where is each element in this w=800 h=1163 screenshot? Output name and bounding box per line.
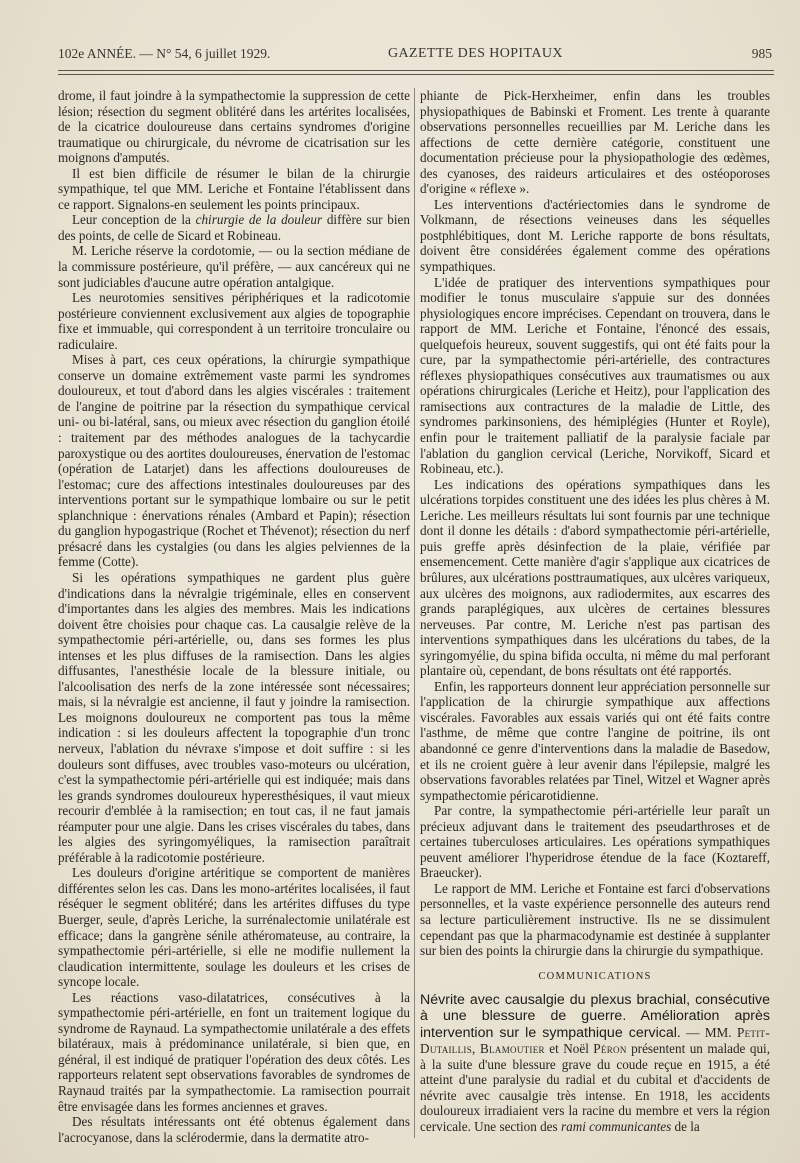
text-run: diffère sur bien des points, de celle de Sicard et Robineau.: [58, 212, 410, 243]
author-name: Petit-Dutaillis,: [420, 1024, 771, 1057]
paragraph: Les neurotomies sensitives périphériques et la radicotomie postérieure conviennent exclusivement aux algies de topographie fixe et immuable, qui correspondent à un territoire tronculaire ou radiculaire.: [58, 290, 410, 352]
paragraph: M. Leriche réserve la cordotomie, — ou la section médiane de la commissure postérieure, qu'il préfère, — aux cancéreux qui ne sont judiciables d'aucune autre opération antalgique.: [58, 243, 410, 290]
text-run: de la: [671, 1118, 700, 1134]
issue-info: 102e ANNÉE. — N° 54, 6 juillet 1929.: [58, 46, 271, 61]
paragraph: L'idée de pratiquer des interventions sympathiques pour modifier le tonus musculaire s'appuie sur des données physiologiques encore imprécises. Cependant on trouvera, dans le rapport de MM. Leriche et Fontaine, l'énoncé des essais, quelquefois heureux, souvent suggestifs, qui ont été faits pour la cure, par la sympathectomie péri-artérielle, des contractures réflexes physiopathiques consécutives aux traumatismes ou aux opérations chirurgicales (Leriche et Heitz), pour l'application des ramisections aux contractures de la maladie de Little, des syndromes parkinsoniens, des hémiplégies (Hunter et Royle), enfin pour le traitement palliatif de la paralysie faciale par l'ablation du ganglion cervical (Leriche, Norvikoff, Sicard et Robineau, etc.).: [420, 274, 770, 477]
paragraph: Les douleurs d'origine artéritique se comportent de manières différentes selon les cas. Dans les mono-artérites localisées, il faut réséquer le segment oblitéré; dans les artérites diffuses du type Buerger, seule, d'après Leriche, la surrénalectomie unilatérale est efficace; dans la gangrène sénile athéromateuse, au contraire, la sympathectomie péri-artérielle, si elle ne modifie nullement la claudication intermittente, soulage les douleurs et les crises de syncope locale.: [58, 865, 410, 990]
paragraph: Les indications des opérations sympathiques dans les ulcérations torpides constituent une des idées les plus chères à M. Leriche. Les meilleurs résultats lui sont fournis par une technique dont il donne les détails : d'abord sympathectomie péri-artérielle, puis greffe après désinfection de la plaie, vérifiée par ensemencement. Cette manière d'agir s'applique aux cicatrices de brûlures, aux ulcérations posttraumatiques, aux ulcères variqueux, aux ulcères des moignons, aux radiodermites, aux escarres des grands paraplégiques, aux ulcères de certaines blessures nerveuses. Par contre, M. Leriche n'est pas partisan des interventions sympathiques dans les ulcérations du tabes, de la syringomyélie, du spina bifida occulta, ni même du mal perforant plantaire où, cependant, de bons résultats ont été rapportés.: [420, 476, 770, 679]
author-name: Blamoutier: [480, 1041, 545, 1057]
text-run: — MM.: [680, 1024, 737, 1040]
paragraph: Il est bien difficile de résumer le bilan de la chirurgie sympathique, tel que MM. Leriche et Fontaine l'établissent dans ce rapport. Signalons-en seulement les points principaux.: [58, 165, 410, 212]
header-double-rule: [58, 70, 774, 75]
paragraph: drome, il faut joindre à la sympathectomie la suppression de cette lésion; résection du segment oblitéré dans les artérites localisées, de la cicatrice douloureuse dans certains syndromes d'origine traumatique ou chirurgicale, du névrome de cicatrisation sur les moignons d'amputés.: [58, 88, 410, 166]
paragraph: phiante de Pick-Herxheimer, enfin dans les troubles physiopathiques de Babinski et Froment. Les trente à quarante observations personnelles recueillies par M. Leriche dans les affections de cette dernière catégorie, constituent une documentation précieuse pour la physiopathologie des œdèmes, des cyanoses, des raideurs articulaires et des ostéoporoses d'origine « réflexe ».: [420, 88, 770, 197]
paragraph: Enfin, les rapporteurs donnent leur appréciation personnelle sur l'application de la chirurgie sympathique aux affections viscérales. Favorables aux essais variés qui ont été faits contre l'asthme, de même que contre l'angine de poitrine, ils ont abandonné ce genre d'interventions dans la maladie de Basedow, et ils ne croient guère à leur avenir dans l'épilepsie, malgré les observations favorables relatées par Tinel, Witzel et Wagner après sympathectomie péricarotidienne.: [420, 678, 770, 803]
article-paragraph: [420, 992, 770, 1134]
paragraph: [58, 212, 410, 243]
page-number: 985: [751, 46, 772, 61]
paragraph: Les réactions vaso-dilatatrices, consécutives à la sympathectomie péri-artérielle, en font un traitement logique du syndrome de Raynaud. La sympathectomie unilatérale a des effets bilatéraux, mais à prédominance unilatérale, si bien que, en général, il est indiqué de pratiquer l'opération des deux côtés. Les rapporteurs relatent sept observations favorables de syndromes de Raynaud traités par la sympathectomie. La ramisection pourrait être envisagée dans les formes anciennes et graves.: [58, 989, 410, 1114]
paragraph: Si les opérations sympathiques ne gardent plus guère d'indications dans la névralgie trigéminale, elles en conservent d'importantes dans les algies des membres. Mais les indications doivent être choisies pour chaque cas. La causalgie relève de la sympathectomie péri-artérielle, ou, dans ses formes les plus intenses et les plus diffuses de la ramisection. Dans les algies diffusantes, l'anesthésie locale de la blessure initiale, ou l'alcoolisation des nerfs de la zone intéressée sont nécessaires; mais, si la névralgie est ancienne, il faut y joindre la ramisection. Les moignons douloureux ne comportent pas tous la même indication : si les douleurs affectent la topographie d'un tronc nerveux, l'ablation du névraxe s'impose et doit suffire : si les douleurs sont diffuses, avec troubles vaso-moteurs ou ulcération, c'est la sympathectomie péri-artérielle qui est indiquée; mais dans les grands syndromes douloureux hyperesthésiques, il vaut mieux recourir d'emblée à la ramisection; en tout cas, il ne faut jamais réamputer pour une algie. Dans les crises viscérales du tabes, dans les algies des syringomyéliques, la ramisection paraîtrait préférable à la radicotomie postérieure.: [58, 569, 410, 865]
newspaper-title: GAZETTE DES HOPITAUX: [388, 46, 563, 61]
text-run: et Noël: [544, 1041, 594, 1057]
text-run: Leur conception de la: [72, 212, 196, 228]
paragraph: Les interventions d'actériectomies dans le syndrome de Volkmann, de résections veineuses dans les séquelles postphlébitiques, dont M. Leriche rapporte de bons résultats, doivent être considérées également comme des opérations sympathiques.: [420, 196, 770, 275]
column-divider: [414, 88, 415, 1138]
section-heading: COMMUNICATIONS: [538, 970, 652, 982]
article-title: Névrite avec causalgie du plexus brachial, consécutive à une blessure de guerre. Amélioration après intervention sur le sympathique cervical.: [420, 992, 770, 1041]
right-column: [420, 88, 770, 1134]
page-header: [58, 46, 772, 66]
left-column: [58, 88, 410, 1145]
italic-text: rami communicantes: [560, 1118, 672, 1134]
italic-text: chirurgie de la douleur: [195, 212, 323, 228]
paragraph: Le rapport de MM. Leriche et Fontaine est farci d'observations personnelles, et la vaste expérience personnelle des auteurs rend sa lecture particulièrement instructive. Ils ne se dissimulent cependant pas que la pharmacodynamie est destinée à supplanter sur bien des points la chirurgie dans la chirurgie du sympathique.: [420, 880, 770, 959]
author-name: Péron: [593, 1041, 627, 1057]
paragraph: Mises à part, ces ceux opérations, la chirurgie sympathique conserve un domaine extrêmement vaste parmi les syndromes douloureux, et tout d'abord dans les algies viscérales : traitement de l'angine de poitrine par la résection du sympathique cervical uni- ou bi-latéral, sans, ou mieux avec résection du ganglion étoilé : traitement par des méthodes analogues de la tachycardie paroxystique ou des aortites douloureuses, énervation de l'estomac (opération de Latarjet) dans les affections douloureuses de l'estomac; cure des affections intestinales douloureuses par des interventions portant sur le sympathique lombaire ou sur le petit splanchnique : énervations rénales (Ambard et Papin); résection du ganglion hypogastrique (Rochet et Thévenot); résection du nerf présacré dans les cystalgies (ou dans les algies pelviennes de la femme (Cotte).: [58, 352, 410, 570]
paragraph: Des résultats intéressants ont été obtenus également dans l'acrocyanose, dans la sclérodermie, dans la dermatite atro-: [58, 1114, 410, 1145]
text-run: présentent un malade qui, à la suite d'une blessure grave du coude reçue en 1915, a été atteint d'une paralysie du radial et du cubital et d'accidents de névrite avec causalgie très intense. En 1918, les accidents douloureux irradiaient vers la racine du membre et vers la région cervicale. Une section des: [420, 1041, 770, 1134]
paragraph: Par contre, la sympathectomie péri-artérielle leur paraît un précieux adjuvant dans le traitement des pseudarthroses et de certaines tuberculoses articulaires. Les opérations sympathiques peuvent améliorer l'hyperidrose étendue de la face (Koztareff, Braeucker).: [420, 803, 770, 881]
